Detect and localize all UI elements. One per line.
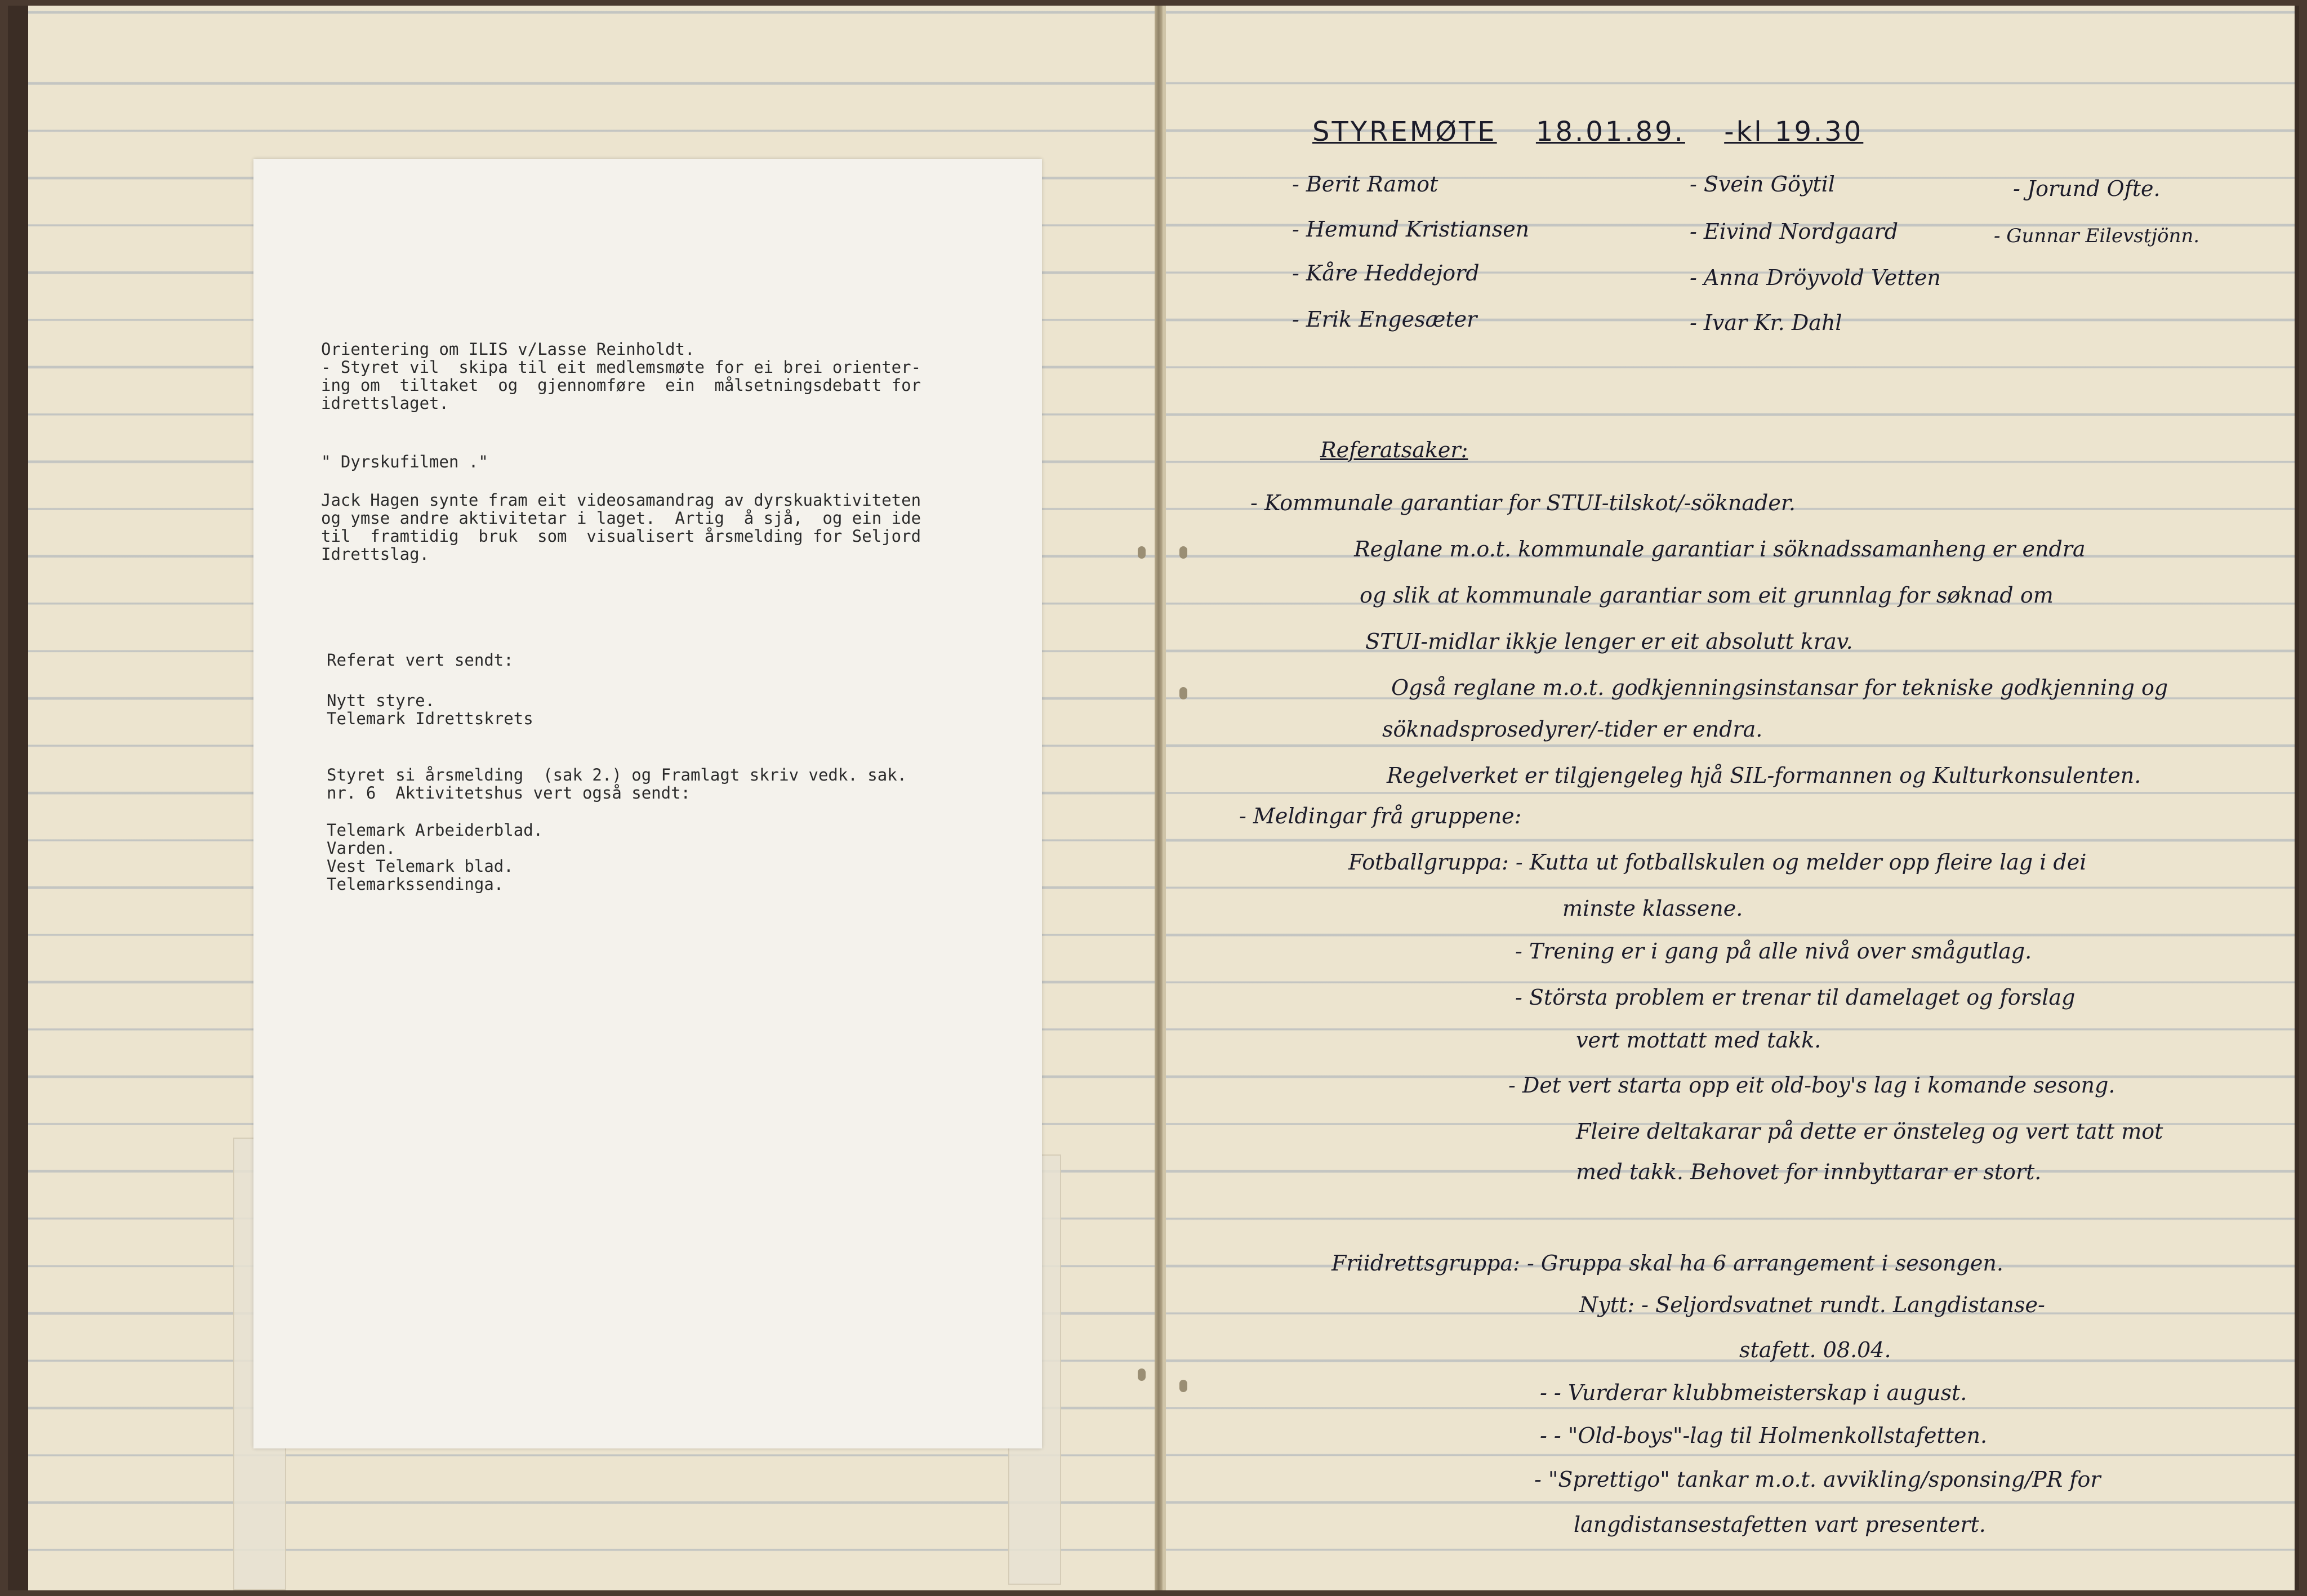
attendee: - Gunnar Eilevstjönn. [1994, 225, 2200, 247]
meeting-date: 18.01.89. [1535, 116, 1685, 148]
attendee: - Svein Göytil [1690, 172, 1835, 197]
attendee: - Anna Dröyvold Vetten [1690, 265, 1941, 290]
typed-list: Nytt styre. Telemark Idrettskrets [327, 691, 533, 728]
book-gutter [1155, 6, 1163, 1590]
note-line: Fotballgruppa: - Kutta ut fotballskulen og melder opp fleire lag i dei [1348, 850, 2087, 875]
binding-hole [1179, 546, 1187, 559]
note-line: vert mottatt med takk. [1576, 1028, 1821, 1053]
attendee: - Eivind Nordgaard [1690, 219, 1899, 244]
binding-hole [1179, 687, 1187, 699]
note-line: Nytt: - Seljordsvatnet rundt. Langdistanse- [1579, 1292, 2045, 1317]
meeting-time: -kl 19.30 [1724, 116, 1864, 148]
note-line: - Största problem er trenar til damelaget og forslag [1515, 985, 2076, 1010]
binding-hole [1179, 1380, 1187, 1392]
attendee: - Ivar Kr. Dahl [1690, 310, 1842, 335]
note-line: - Kommunale garantiar for STUI-tilskot/-söknader. [1250, 491, 1796, 515]
note-line: med takk. Behovet for innbyttarar er stort. [1576, 1160, 2042, 1184]
note-line: söknadsprosedyrer/-tider er endra. [1382, 717, 1763, 742]
section-title: Referatsaker: [1320, 438, 1468, 462]
note-line: langdistansestafetten vart presentert. [1574, 1512, 1986, 1537]
typed-paragraph: Orientering om ILIS v/Lasse Reinholdt. - Styret vil skipa til eit medlemsmøte for ei brei orienter- ing om tiltaket og gjennomføre ein målsetningsdebatt for idrettslaget. [321, 340, 921, 413]
note-line: - Meldingar frå gruppene: [1239, 804, 1522, 828]
note-line: stafett. 08.04. [1739, 1338, 1891, 1362]
typed-list: Telemark Arbeiderblad. Varden. Vest Telemark blad. Telemarkssendinga. [327, 821, 544, 894]
attendee: - Hemund Kristiansen [1292, 217, 1530, 242]
note-line: og slik at kommunale garantiar som eit grunnlag for søknad om [1360, 583, 2054, 608]
typed-heading: " Dyrskufilmen ." [321, 452, 488, 471]
typed-paragraph: Styret si årsmelding (sak 2.) og Framlagt skriv vedk. sak. nr. 6 Aktivitetshus vert også sendt: [327, 765, 907, 803]
binding-hole [1138, 546, 1146, 559]
note-line: Reglane m.o.t. kommunale garantiar i söknadssamanheng er endra [1354, 537, 2086, 561]
attendee: - Jorund Ofte. [2013, 176, 2161, 201]
note-line: Regelverket er tilgjengeleg hjå SIL-formannen og Kulturkonsulenten. [1387, 763, 2141, 788]
note-line: minste klassene. [1562, 896, 1743, 921]
note-line: - Trening er i gang på alle nivå over smågutlag. [1515, 939, 2032, 964]
note-line: - "Sprettigo" tankar m.o.t. avvikling/sponsing/PR for [1534, 1467, 2101, 1492]
binding-hole [1138, 1368, 1146, 1381]
note-line: - Det vert starta opp eit old-boy's lag i komande sesong. [1508, 1073, 2116, 1098]
attendee: - Kåre Heddejord [1292, 261, 1480, 286]
typed-sheet [253, 159, 1042, 1448]
typed-heading: Referat vert sendt: [327, 650, 514, 670]
left-page [28, 6, 1158, 1590]
note-line: - - "Old-boys"-lag til Holmenkollstafetten. [1540, 1423, 1988, 1448]
attendee: - Erik Engesæter [1292, 307, 1477, 332]
meeting-title: STYREMØTE [1312, 116, 1497, 148]
note-line: STUI-midlar ikkje lenger er eit absolutt krav. [1365, 629, 1853, 654]
attendee: - Berit Ramot [1292, 172, 1438, 197]
note-line: Friidrettsgruppa: - Gruppa skal ha 6 arrangement i sesongen. [1331, 1251, 2003, 1276]
note-line: Også reglane m.o.t. godkjenningsinstansar for tekniske godkjenning og [1391, 675, 2168, 700]
book-spread [8, 6, 2299, 1590]
typed-paragraph: Jack Hagen synte fram eit videosamandrag av dyrskuaktiviteten og ymse andre aktivitetar i laget. Artig å sjå, og ein ide til framtidig bruk som visualisert årsmelding for Seljord Idrettslag. [321, 491, 921, 564]
meeting-heading [1312, 116, 1891, 148]
note-line: Fleire deltakarar på dette er önsteleg og vert tatt mot [1576, 1119, 2163, 1144]
note-line: - - Vurderar klubbmeisterskap i august. [1540, 1380, 1967, 1405]
